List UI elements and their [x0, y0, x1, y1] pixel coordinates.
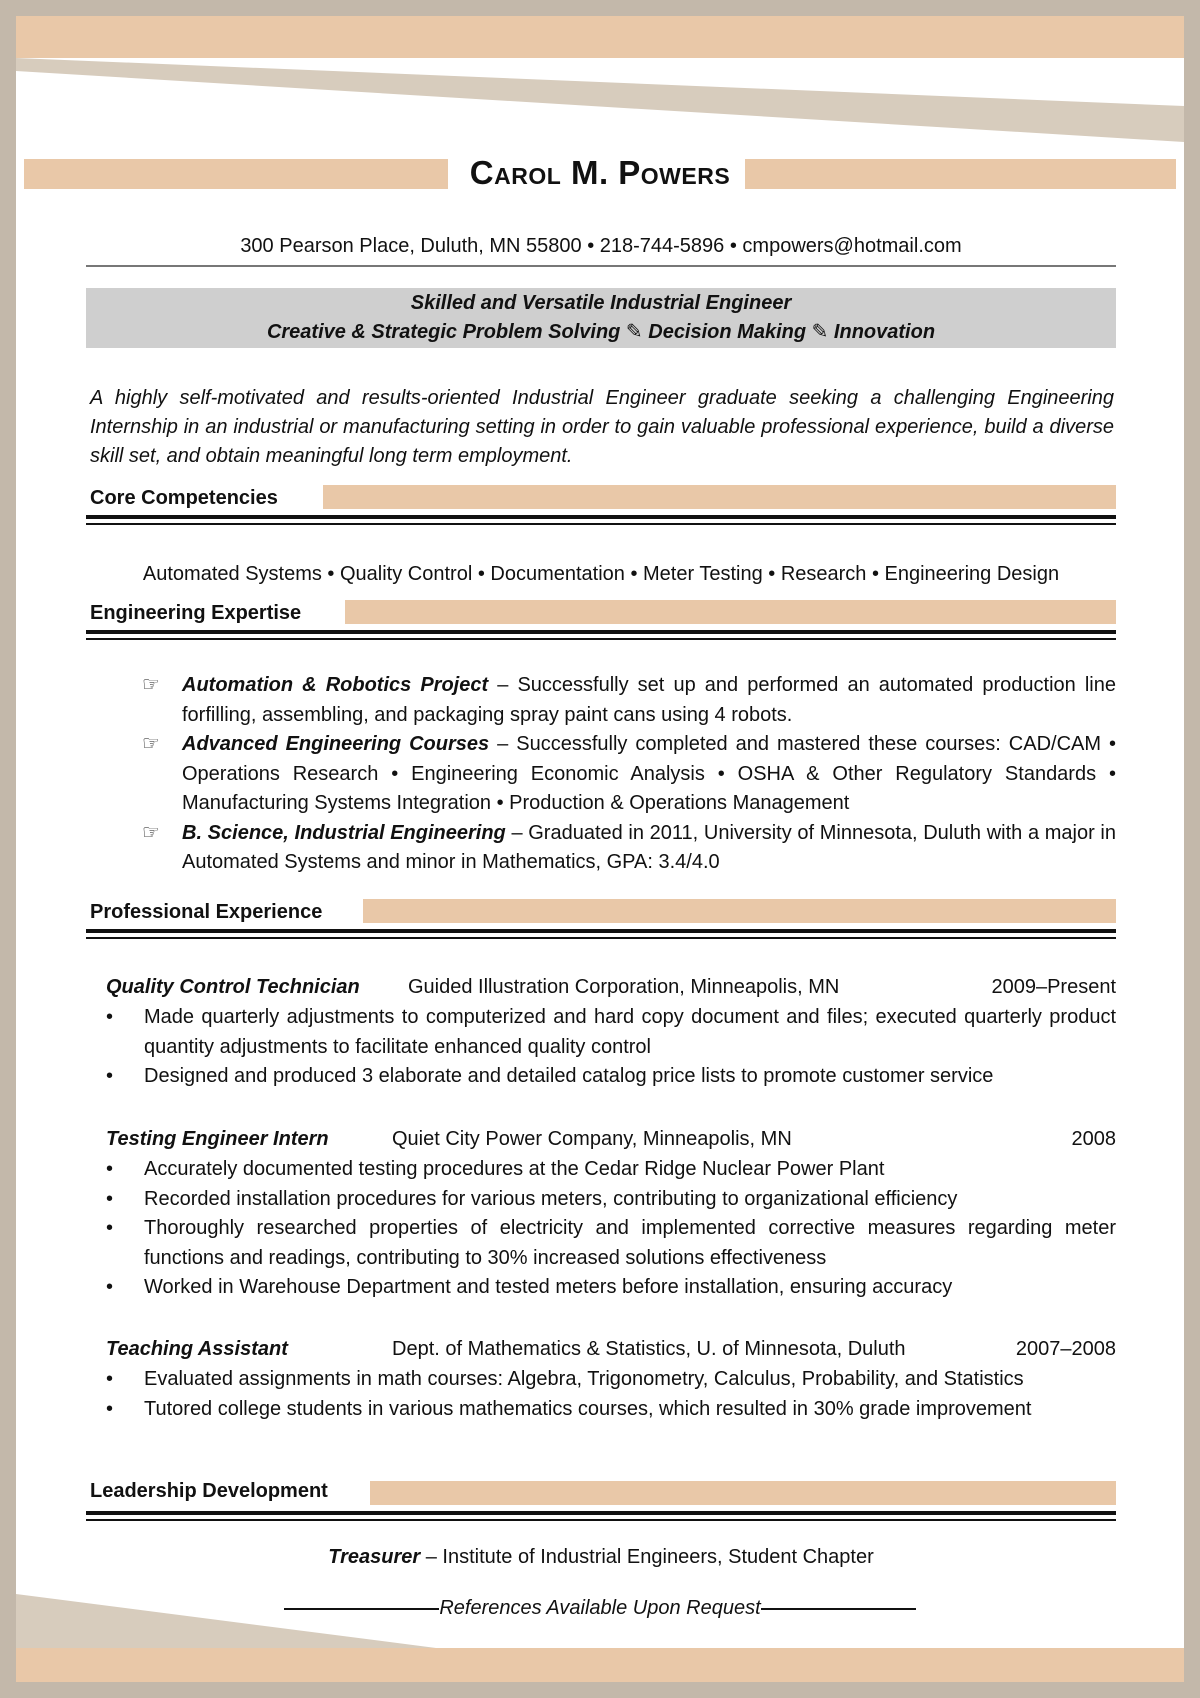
section-rule-experience — [86, 929, 1116, 933]
leadership-entry — [86, 1544, 1116, 1570]
list-item: • Tutored college students in various mathematics courses, which resulted in 30% grade improvement — [90, 1395, 1116, 1425]
section-bar-expertise — [345, 600, 1116, 624]
list-item: • Thoroughly researched properties of electricity and implemented corrective measures regarding meter functions and readings, contributing to 30% increased solutions effectiveness — [90, 1214, 1116, 1273]
candidate-name: Carol M. Powers — [469, 154, 731, 191]
expertise-title: Advanced Engineering Courses — [182, 733, 490, 755]
section-rule-expertise — [86, 630, 1116, 634]
list-item: • Evaluated assignments in math courses: Algebra, Trigonometry, Calculus, Probability, and Statistics — [90, 1365, 1116, 1395]
pointing-hand-icon: ☞ — [142, 821, 160, 844]
section-title-leadership-development: Leadership Development — [90, 1480, 328, 1502]
list-item: • Made quarterly adjustments to computerized and hard copy document and files; executed quarterly product quantity adjustments to facilitate enhanced quality control — [90, 1003, 1116, 1062]
pointing-hand-icon: ☞ — [142, 733, 160, 755]
section-title-core-competencies: Core Competencies — [90, 487, 278, 509]
top-peach-band — [16, 16, 1184, 58]
list-item — [134, 671, 1116, 730]
job-bullets — [90, 1155, 1116, 1303]
bottom-peach-band — [16, 1648, 1184, 1682]
job-dates: 2008 — [1071, 1128, 1116, 1150]
section-rule-core-2 — [86, 523, 1116, 525]
references-line — [16, 1595, 1184, 1621]
headline-line-1: Skilled and Versatile Industrial Engineer — [410, 292, 792, 314]
top-taupe-band — [16, 58, 1184, 142]
list-item: • Accurately documented testing procedures at the Cedar Ridge Nuclear Power Plant — [90, 1155, 1116, 1185]
list-item: • Recorded installation procedures for various meters, contributing to organizational efficiency — [90, 1185, 1116, 1215]
section-bar-experience — [363, 899, 1116, 923]
headline-box — [86, 288, 1116, 348]
job-title: Testing Engineer Intern — [106, 1128, 329, 1150]
section-rule-leadership-2 — [86, 1519, 1116, 1521]
section-rule-leadership — [86, 1511, 1116, 1515]
objective-summary: A highly self-motivated and results-oriented Industrial Engineer graduate seeking a challenging Engineering Internship in an industrial or manufacturing setting in order to gain valuable professional experience, build a diverse skill set, and obtain meaningful long term employment. — [90, 387, 1114, 467]
references-rule-right — [761, 1608, 916, 1610]
section-title-professional-experience: Professional Experience — [90, 901, 323, 923]
job-bullets — [90, 1365, 1116, 1424]
section-rule-core — [86, 515, 1116, 519]
contact-info: 300 Pearson Place, Duluth, MN 55800 • 218-744-5896 • cmpowers@hotmail.com — [240, 235, 962, 257]
job-organization: Dept. of Mathematics & Statistics, U. of Minnesota, Duluth — [392, 1338, 906, 1360]
section-rule-experience-2 — [86, 937, 1116, 939]
pointing-hand-icon: ☞ — [142, 674, 160, 696]
job-title: Teaching Assistant — [106, 1338, 288, 1360]
section-rule-expertise-2 — [86, 638, 1116, 640]
leadership-text: – Institute of Industrial Engineers, Student Chapter — [420, 1546, 874, 1568]
references-rule-left — [284, 1608, 439, 1610]
job-dates: 2007–2008 — [1015, 1338, 1116, 1360]
expertise-title: Automation & Robotics Project — [182, 674, 489, 696]
references-text: References Available Upon Request — [439, 1597, 761, 1619]
competencies-list: Automated Systems • Quality Control • Documentation • Meter Testing • Research • Engineering Design — [142, 563, 1060, 585]
contact-rule — [86, 265, 1116, 267]
headline-line-2: Creative & Strategic Problem Solving ✎ Decision Making ✎ Innovation — [266, 321, 936, 343]
job-organization: Guided Illustration Corporation, Minneapolis, MN — [408, 976, 840, 998]
list-item: • Designed and produced 3 elaborate and detailed catalog price lists to promote customer service — [90, 1062, 1116, 1092]
leadership-role: Treasurer — [328, 1546, 421, 1568]
job-bullets — [90, 1003, 1116, 1092]
section-bar-core — [323, 485, 1116, 509]
list-item — [134, 730, 1116, 819]
expertise-text: – Successfully set up and performed an automated production line forfilling, assembling, and packaging spray paint cans using 4 robots. — [182, 674, 1116, 726]
expertise-text: – Graduated in 2011, University of Minnesota, Duluth with a major in Automated Systems and minor in Mathematics, GPA: 3.4/4.0 — [182, 821, 1116, 873]
section-title-engineering-expertise: Engineering Expertise — [90, 602, 302, 624]
job-title: Quality Control Technician — [106, 976, 360, 998]
expertise-list — [134, 671, 1116, 878]
expertise-title: B. Science, Industrial Engineering — [182, 821, 506, 844]
section-bar-leadership — [370, 1481, 1116, 1505]
job-organization: Quiet City Power Company, Minneapolis, MN — [392, 1128, 792, 1150]
resume-page — [16, 16, 1184, 1682]
job-dates: 2009–Present — [991, 976, 1116, 998]
expertise-text: – Successfully completed and mastered these courses: CAD/CAM • Operations Research • Engineering Economic Analysis • OSHA & Other Regulatory Standards • Manufacturing Systems Integration • Production & Operations Management — [182, 733, 1117, 814]
list-item — [134, 819, 1116, 878]
list-item: • Worked in Warehouse Department and tested meters before installation, ensuring accuracy — [90, 1273, 1116, 1303]
